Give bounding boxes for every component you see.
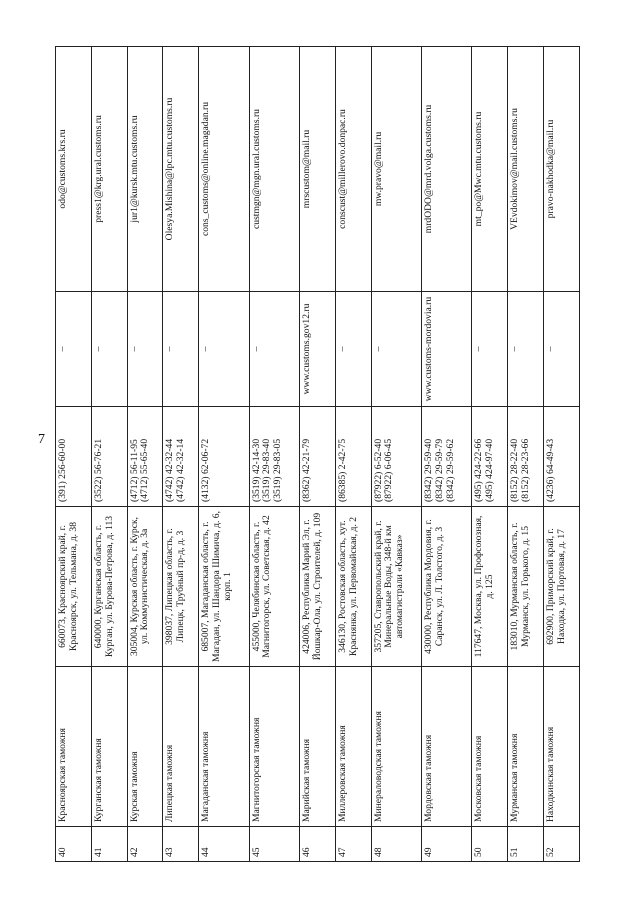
office-website: – [127, 292, 163, 407]
office-website: www.customs-mordovia.ru [422, 292, 472, 407]
phone-number: (495) 424-22-66 [473, 438, 485, 502]
office-phones [472, 407, 508, 507]
table-row [127, 47, 163, 862]
office-email: conscust@millerovo.donpac.ru [335, 47, 371, 292]
office-name: Курская таможня [127, 667, 163, 827]
phone-number: (495) 424-97-40 [484, 438, 496, 502]
office-name: Магаданская таможня [199, 667, 249, 827]
office-phones [300, 407, 336, 507]
office-phones [56, 407, 92, 507]
row-number: 49 [422, 827, 472, 862]
table-row [544, 47, 580, 862]
phone-number: (8362) 42-21-79 [301, 438, 313, 502]
row-number: 52 [544, 827, 580, 862]
row-number: 51 [508, 827, 544, 862]
office-email: press1@krg.ural.customs.ru [91, 47, 127, 292]
phone-number: (8152) 28-22-40 [509, 438, 521, 502]
phone-number: (4742) 42-32-44 [164, 438, 176, 502]
office-email: mrscustom@mail.ru [300, 47, 336, 292]
office-email: jur1@kursk.mtu.customs.ru [127, 47, 163, 292]
office-name: Минераловодская таможня [371, 667, 421, 827]
phone-number: (87922) 6-52-40 [372, 438, 384, 502]
office-address: 640000, Курганская область, г. Курган, ул. Бурова-Петрова, д. 113 [91, 507, 127, 667]
table-body [56, 47, 580, 862]
office-name: Миллеровская таможня [335, 667, 371, 827]
office-address: 424006, Республика Марий Эл, г. Йошкар-Ола, ул. Строителей, д. 109 [300, 507, 336, 667]
office-name: Мурманская таможня [508, 667, 544, 827]
office-phones [127, 407, 163, 507]
office-website: – [335, 292, 371, 407]
row-number: 48 [371, 827, 421, 862]
phone-number: (86385) 2-42-75 [336, 438, 348, 502]
row-number: 46 [300, 827, 336, 862]
rotated-table-container [55, 47, 580, 862]
phone-number: (4712) 55-65-40 [139, 438, 151, 502]
table-row [249, 47, 299, 862]
row-number: 40 [56, 827, 92, 862]
page-number: 7 [38, 432, 45, 447]
row-number: 50 [472, 827, 508, 862]
phone-number: (4236) 64-49-43 [545, 438, 557, 502]
office-email: Olesya.Mishina@lpc.mtu.customs.ru [163, 47, 199, 292]
office-name: Московская таможня [472, 667, 508, 827]
phone-number: (3519) 29-83-40 [261, 438, 273, 502]
office-name: Марийская таможня [300, 667, 336, 827]
office-phones [422, 407, 472, 507]
office-email: odo@customs.krs.ru [56, 47, 92, 292]
phone-number: (4132) 62-06-72 [200, 438, 212, 502]
office-website: – [371, 292, 421, 407]
table-row [371, 47, 421, 862]
office-email: mt_po@Mwc.mtu.customs.ru [472, 47, 508, 292]
office-address: 357205, Ставропольский край, г. Минеральные Воды, 348-й км автомагистрали «Кавказ» [371, 507, 421, 667]
office-website: www.customs.gov12.ru [300, 292, 336, 407]
table-row [422, 47, 472, 862]
office-address: 346130, Ростовская область, хут. Краснянка, ул. Первомайская, д. 2 [335, 507, 371, 667]
office-phones [335, 407, 371, 507]
office-email: pravo-nakhodka@mail.ru [544, 47, 580, 292]
phone-number: (8342) 29-59-79 [433, 438, 445, 502]
office-address: 692900, Приморский край, г. Находка, ул. Портовая, д. 17 [544, 507, 580, 667]
office-phones [199, 407, 249, 507]
office-email: cons_customs@online.magadan.ru [199, 47, 249, 292]
row-number: 45 [249, 827, 299, 862]
phone-number: (3522) 56-76-21 [92, 438, 104, 502]
row-number: 44 [199, 827, 249, 862]
office-phones [249, 407, 299, 507]
phone-number: (8342) 29-59-62 [444, 438, 456, 502]
phone-number: (8342) 29-59-40 [423, 438, 435, 502]
office-address: 455000, Челябинская область, г. Магнитогорск, ул. Советская, д. 42 [249, 507, 299, 667]
office-address: 183010, Мурманская область, г. Мурманск, ул. Горького, д. 15 [508, 507, 544, 667]
phone-number: (3519) 29-83-05 [272, 438, 284, 502]
row-number: 43 [163, 827, 199, 862]
office-name: Магнитогорская таможня [249, 667, 299, 827]
table-row [163, 47, 199, 862]
office-email: VEvdokimov@mail.customs.ru [508, 47, 544, 292]
table-row [199, 47, 249, 862]
office-phones [508, 407, 544, 507]
phone-number: (87922) 6-06-45 [383, 438, 395, 502]
office-name: Мордовская таможня [422, 667, 472, 827]
phone-number: (8152) 28-23-66 [519, 438, 531, 502]
office-website: – [544, 292, 580, 407]
office-phones [91, 407, 127, 507]
phone-number: (4742) 42-32-14 [175, 438, 187, 502]
office-website: – [508, 292, 544, 407]
table-row [508, 47, 544, 862]
office-phones [163, 407, 199, 507]
office-address: 660073, Красноярский край, г. Красноярск, ул. Тельмана, д. 38 [56, 507, 92, 667]
office-email: mrdODO@mrd.volga.customs.ru [422, 47, 472, 292]
office-address: 117647, Москва, ул. Профсоюзная, д. 125 [472, 507, 508, 667]
table-row [300, 47, 336, 862]
office-name: Красноярская таможня [56, 667, 92, 827]
office-email: mw.pravo@mail.ru [371, 47, 421, 292]
office-name: Курганская таможня [91, 667, 127, 827]
phone-number: (3519) 42-14-30 [250, 438, 262, 502]
office-phones [544, 407, 580, 507]
table-row [335, 47, 371, 862]
office-website: – [472, 292, 508, 407]
office-website: – [163, 292, 199, 407]
row-number: 47 [335, 827, 371, 862]
office-address: 305004, Курская область, г. Курск, ул. Коммунистическая, д. 3а [127, 507, 163, 667]
office-email: custmgn@mgn.ural.customs.ru [249, 47, 299, 292]
office-phones [371, 407, 421, 507]
table-row [472, 47, 508, 862]
table-row [56, 47, 92, 862]
office-website: – [249, 292, 299, 407]
office-address: 685007, Магаданская область, г. Магадан, ул. Шандора Шимича, д. 6, корп. 1 [199, 507, 249, 667]
office-website: – [91, 292, 127, 407]
row-number: 42 [127, 827, 163, 862]
phone-number: (4712) 56-11-95 [128, 439, 140, 502]
phone-number: (391) 256-60-00 [57, 438, 68, 502]
office-name: Липецкая таможня [163, 667, 199, 827]
row-number: 41 [91, 827, 127, 862]
customs-offices-table [55, 46, 580, 862]
table-row [91, 47, 127, 862]
office-website: – [56, 292, 92, 407]
office-website: – [199, 292, 249, 407]
office-name: Находкинская таможня [544, 667, 580, 827]
office-address: 430000, Республика Мордовия, г. Саранск, ул. Л. Толстого, д. 3 [422, 507, 472, 667]
office-address: 398037, Липецкая область, г. Липецк, Трубный пр-д, д. 3 [163, 507, 199, 667]
